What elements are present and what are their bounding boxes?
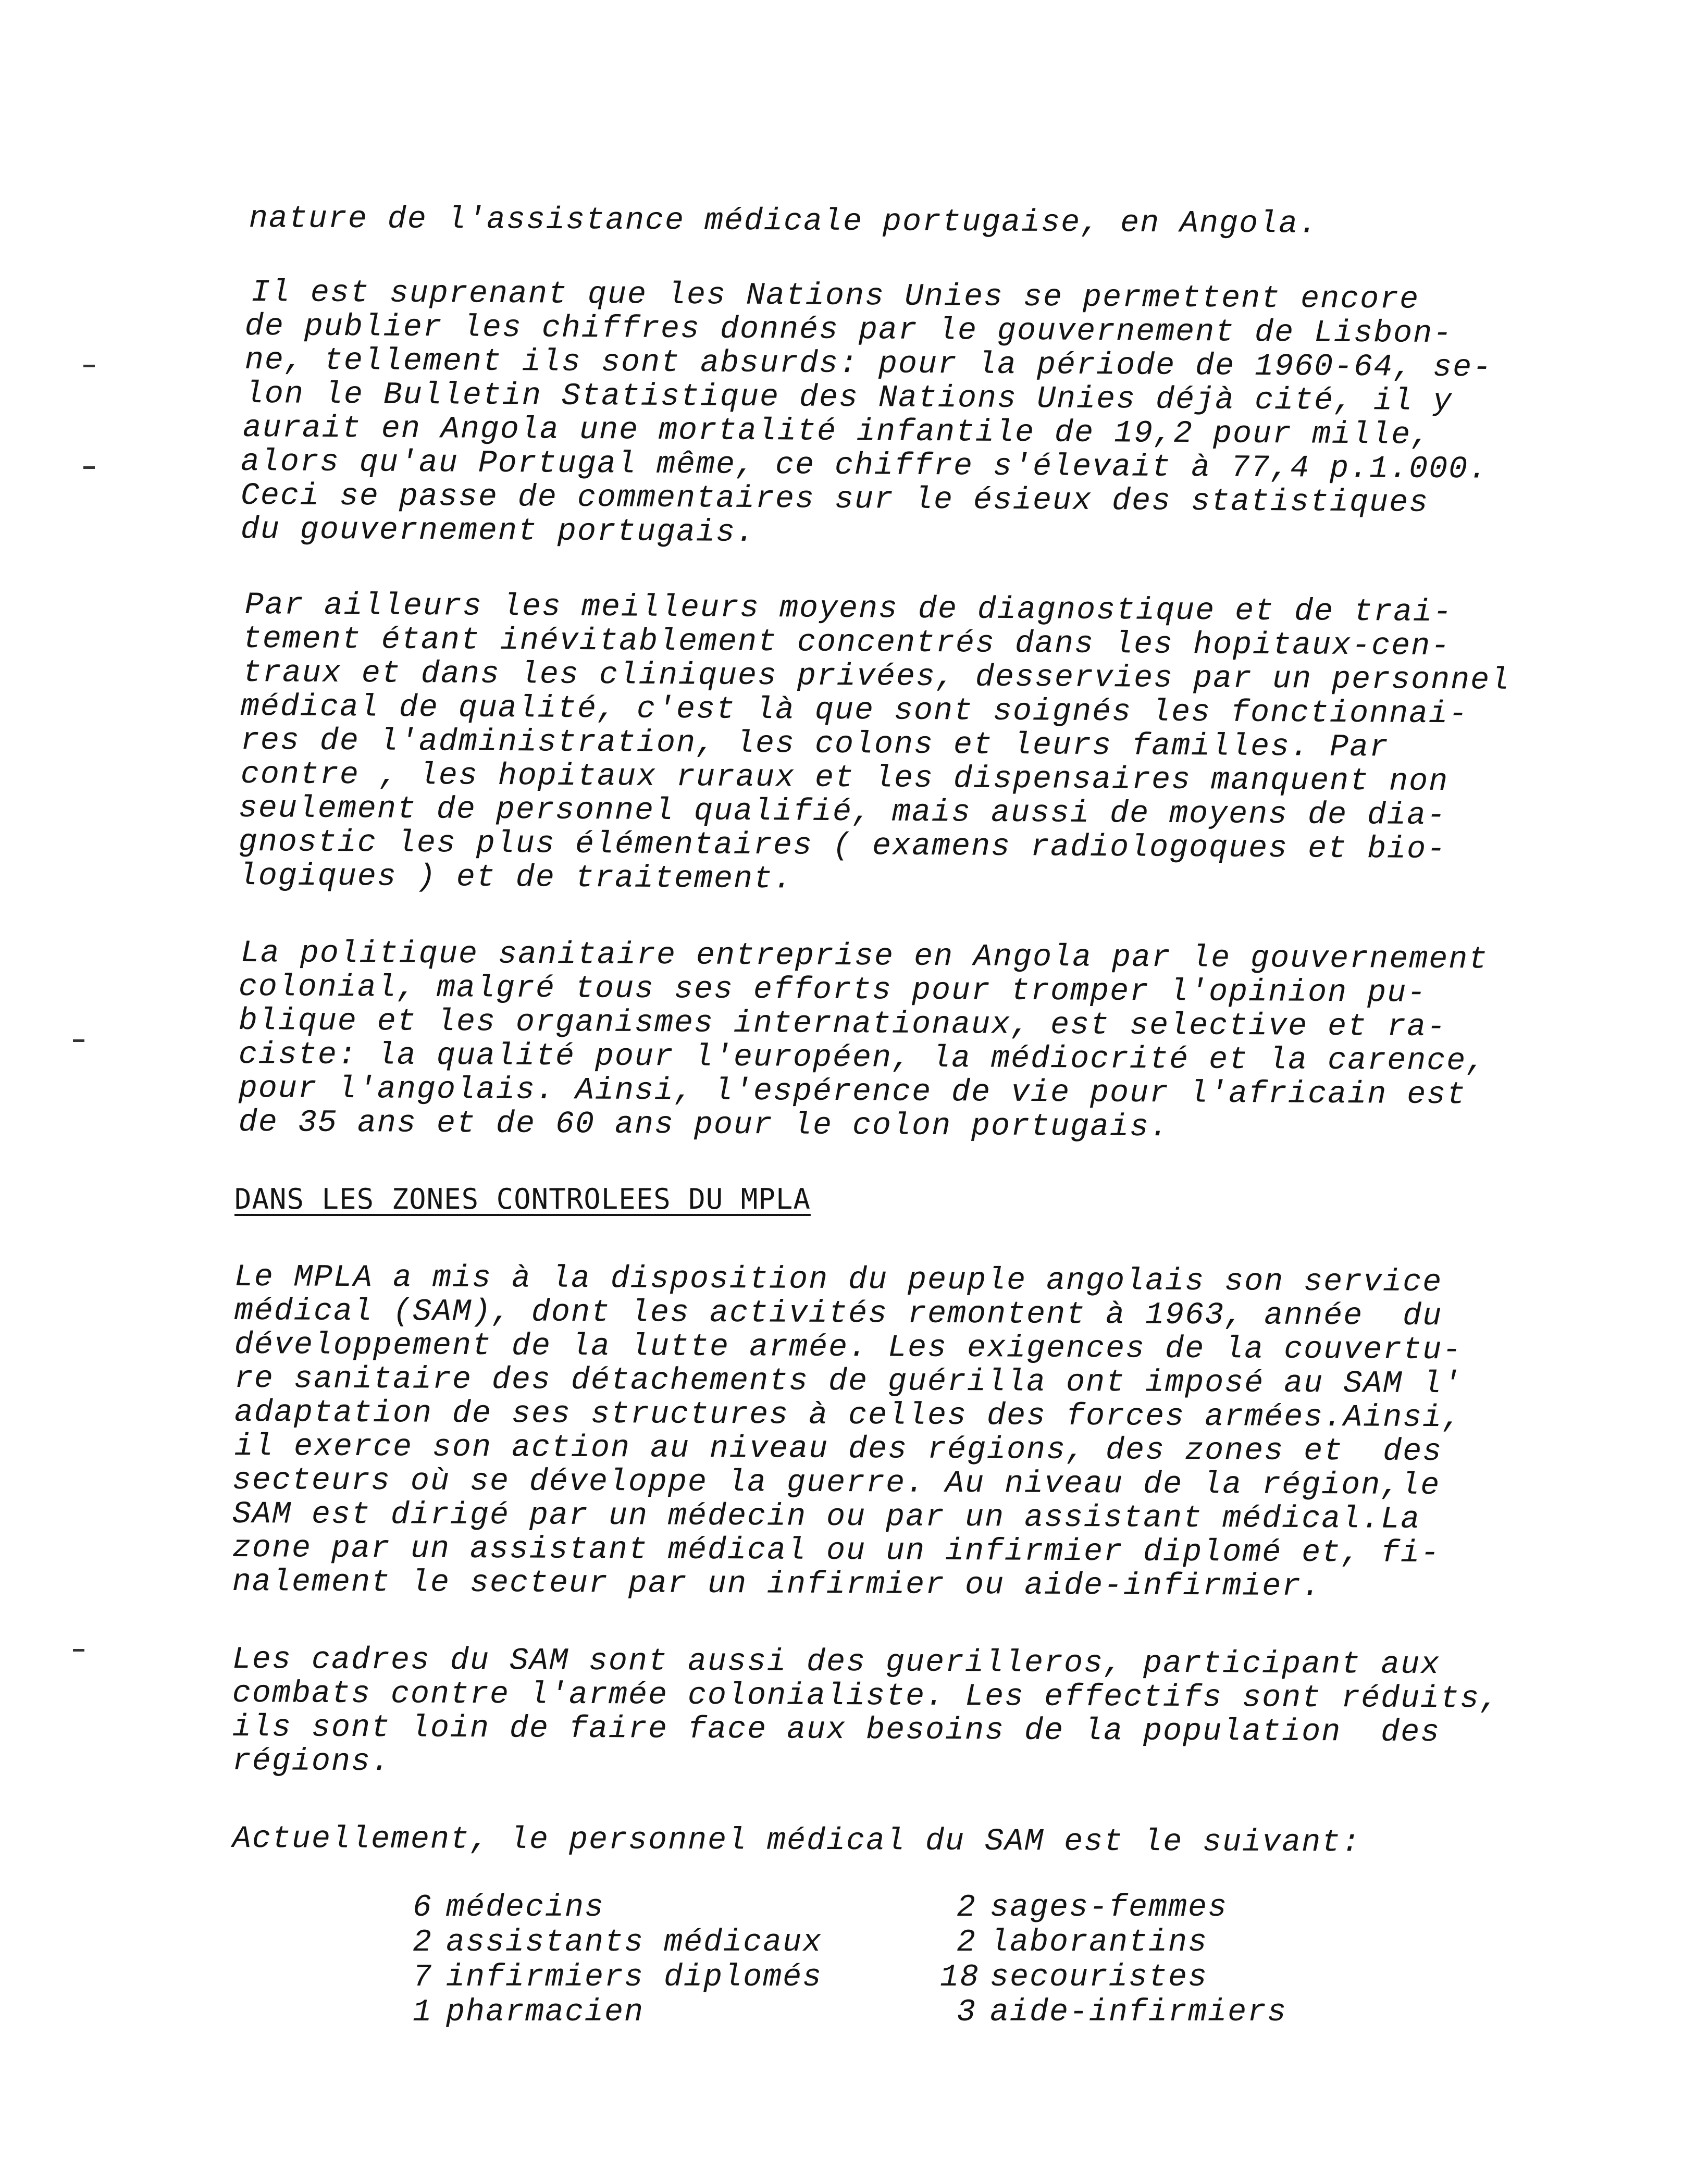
- paragraph-line: ne, tellement ils sont absurds: pour la période de 1960-64, se-: [244, 343, 1493, 386]
- paragraph-line: blique et les organismes internationaux, est selective et ra-: [238, 1003, 1447, 1046]
- staff-role: pharmacien: [446, 1995, 645, 2030]
- staff-role: sages-femmes: [990, 1890, 1228, 1926]
- margin-mark: [83, 466, 95, 469]
- paragraph-line: SAM est dirigé par un médecin ou par un assistant médical.La: [232, 1497, 1421, 1537]
- staff-item: [396, 1997, 644, 2028]
- paragraph-line: régions.: [232, 1744, 391, 1780]
- paragraph-line: ils sont loin de faire face aux besoins de la population des: [232, 1710, 1441, 1751]
- staff-role: secouristes: [990, 1960, 1208, 1995]
- margin-mark: [73, 1649, 84, 1652]
- opening-line: nature de l'assistance médicale portugaise, en Angola.: [249, 201, 1319, 242]
- paragraph-line: secteurs où se développe la guerre. Au niveau de la région,le: [232, 1463, 1441, 1504]
- paragraph-line: Il est suprenant que les Nations Unies se permettent encore: [251, 275, 1420, 318]
- staff-item: [396, 1892, 604, 1924]
- staff-item: [396, 1962, 822, 1993]
- staff-count: 2: [956, 1890, 976, 1926]
- paragraph-line: logiques ) et de traitement.: [238, 859, 794, 898]
- paragraph-line: seulement de personnel qualifié, mais aussi de moyens de dia-: [238, 791, 1447, 834]
- staff-intro: Actuellement, le personnel médical du SAM est le suivant:: [232, 1821, 1361, 1861]
- paragraph-line: Ceci se passe de commentaires sur le ésieux des statistiques: [240, 478, 1429, 521]
- paragraph-line: Le MPLA a mis à la disposition du peuple angolais son service: [234, 1260, 1443, 1301]
- paragraph-line: ciste: la qualité pour l'européen, la médiocrité et la carence,: [238, 1037, 1487, 1079]
- paragraph-line: traux et dans les cliniques privées, desservies par un personnel: [242, 655, 1510, 699]
- staff-count: 18: [940, 1960, 980, 1995]
- staff-count: 3: [956, 1995, 976, 2030]
- paragraph-line: de 35 ans et de 60 ans pour le colon portugais.: [238, 1105, 1170, 1146]
- paragraph-line: Par ailleurs les meilleurs moyens de diagnostique et de trai-: [244, 588, 1453, 631]
- paragraph-line: La politique sanitaire entreprise en Angola par le gouvernement: [240, 936, 1489, 978]
- staff-item: [940, 1892, 1228, 1924]
- paragraph-line: de publier les chiffres donnés par le gouvernement de Lisbon-: [244, 309, 1453, 352]
- paragraph-line: combats contre l'armée colonialiste. Les effectifs sont réduits,: [232, 1676, 1500, 1717]
- staff-count: 7: [412, 1960, 432, 1995]
- paragraph-line: colonial, malgré tous ses efforts pour tromper l'opinion pu-: [238, 970, 1427, 1011]
- staff-role: laborantins: [990, 1925, 1208, 1960]
- paragraph-line: res de l'administration, les colons et leurs familles. Par: [240, 723, 1390, 766]
- margin-mark: [83, 365, 95, 367]
- paragraph-line: zone par un assistant médical ou un infirmier diplomé et, fi-: [232, 1531, 1441, 1572]
- staff-count: 6: [412, 1890, 432, 1926]
- staff-role: médecins: [446, 1890, 605, 1926]
- paragraph-line: médical (SAM), dont les activités remontent à 1963, année du: [234, 1294, 1443, 1335]
- staff-count: 2: [956, 1925, 976, 1960]
- paragraph-line: il exerce son action au niveau des régions, des zones et des: [234, 1429, 1443, 1470]
- staff-role: aide-infirmiers: [990, 1995, 1287, 2030]
- staff-item: [940, 1927, 1208, 1958]
- paragraph-line: contre , les hopitaux ruraux et les dispensaires manquent non: [240, 757, 1449, 800]
- staff-item: [396, 1927, 822, 1958]
- paragraph-line: développement de la lutte armée. Les exigences de la couvertu-: [234, 1327, 1463, 1369]
- paragraph-line: du gouvernement portugais.: [240, 512, 756, 551]
- paragraph-line: pour l'angolais. Ainsi, l'espérence de vie pour l'africain est: [238, 1071, 1467, 1113]
- paragraph-line: alors qu'au Portugal même, ce chiffre s'élevait à 77,4 p.1.000.: [240, 444, 1489, 488]
- paragraph-line: Les cadres du SAM sont aussi des guerilleros, participant aux: [232, 1642, 1441, 1683]
- paragraph-line: aurait en Angola une mortalité infantile de 19,2 pour mille,: [242, 411, 1431, 453]
- paragraph-line: nalement le secteur par un infirmier ou aide-infirmier.: [232, 1565, 1322, 1605]
- paragraph-line: adaptation de ses structures à celles des forces armées.Ainsi,: [234, 1395, 1463, 1436]
- staff-role: infirmiers diplomés: [446, 1960, 823, 1995]
- staff-count: 1: [412, 1995, 432, 2030]
- paragraph-line: re sanitaire des détachements de guérilla ont imposé au SAM l': [234, 1361, 1463, 1403]
- staff-count: 2: [412, 1925, 432, 1960]
- margin-mark: [73, 1039, 84, 1042]
- staff-item: [940, 1997, 1287, 2028]
- paragraph-line: gnostic les plus élémentaires ( examens radiologoques et bio-: [238, 825, 1447, 868]
- paragraph-line: médical de qualité, c'est là que sont soignés les fonctionnai-: [240, 689, 1469, 733]
- paragraph-line: lon le Bulletin Statistique des Nations Unies déjà cité, il y: [244, 377, 1453, 420]
- paragraph-line: tement étant inévitablement concentrés dans les hopitaux-cen-: [242, 622, 1451, 665]
- staff-role: assistants médicaux: [446, 1925, 823, 1960]
- staff-item: [940, 1962, 1208, 1993]
- section-heading: DANS LES ZONES CONTROLEES DU MPLA: [234, 1183, 811, 1215]
